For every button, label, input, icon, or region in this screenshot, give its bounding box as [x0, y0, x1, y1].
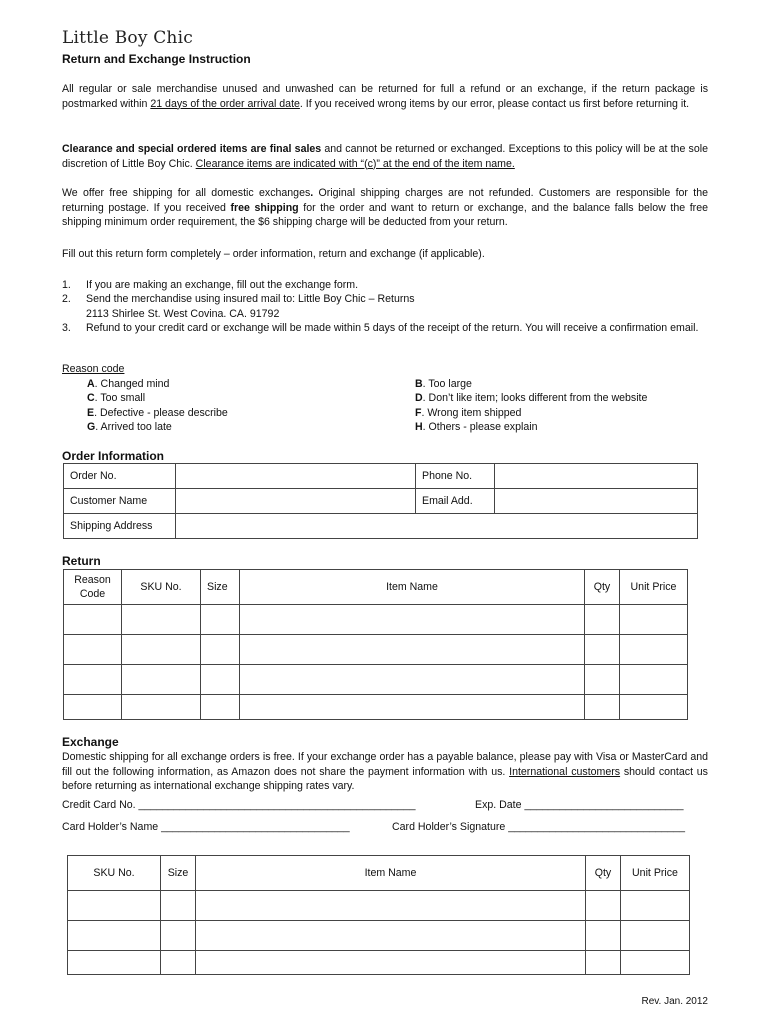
credit-card-row [62, 799, 415, 811]
reason-code-item: E. Defective - please describe [87, 406, 228, 419]
table-row [64, 605, 688, 635]
table-row [64, 695, 688, 720]
shipping-address-field[interactable] [176, 514, 698, 539]
page-title: Return and Exchange Instruction [62, 52, 251, 66]
card-holder-name-field[interactable]: ________________________________ [161, 821, 350, 833]
customer-name-field[interactable] [176, 489, 416, 514]
reason-code-title: Reason code [62, 363, 125, 375]
exchange-paragraph: Domestic shipping for all exchange orders is free. If your exchange order has a payable balance, please pay with Visa or MasterCard and fill out the following information, as Amazon does not share the payment information with us. International customers should contact us before returning as international exchange shipping rates vary. [62, 751, 708, 792]
reason-codes-left [87, 377, 228, 435]
col-unit-price: Unit Price [620, 570, 688, 605]
order-no-label: Order No. [64, 464, 176, 489]
reason-code-item: F. Wrong item shipped [415, 406, 522, 419]
phone-no-label: Phone No. [416, 464, 495, 489]
step-item: 1. If you are making an exchange, fill out the exchange form. [62, 279, 359, 291]
card-holder-row [62, 821, 350, 833]
step-item: 3. Refund to your credit card or exchange will be made within 5 days of the receipt of the return. You will receive a confirmation email. [62, 321, 699, 334]
reason-code-item: G. Arrived too late [87, 421, 172, 434]
credit-card-label: Credit Card No. [62, 799, 136, 811]
col-item-name: Item Name [240, 570, 585, 605]
exp-date-field[interactable]: ___________________________ [524, 799, 684, 811]
phone-no-field[interactable] [495, 464, 698, 489]
exp-date-label: Exp. Date [475, 799, 522, 811]
customer-name-label: Customer Name [64, 489, 176, 514]
signature-label: Card Holder’s Signature [392, 821, 506, 833]
reason-code-item: H. Others - please explain [415, 421, 538, 434]
exp-date-row [475, 799, 684, 811]
email-label: Email Add. [416, 489, 495, 514]
col-sku: SKU No. [122, 570, 201, 605]
order-no-field[interactable] [176, 464, 416, 489]
return-table [63, 569, 688, 720]
signature-field[interactable]: ______________________________ [508, 821, 685, 833]
reason-code-item: A. Changed mind [87, 378, 170, 390]
policy-paragraph-fill-form: Fill out this return form completely – order information, return and exchange (if applicable). [62, 248, 485, 260]
reason-code-item: D. Don’t like item; looks different from the website [415, 392, 648, 405]
brand-logo: Little Boy Chic [62, 28, 193, 48]
card-holder-name-label: Card Holder’s Name [62, 821, 159, 833]
table-row [68, 891, 690, 921]
credit-card-field[interactable]: _______________________________________________ [138, 799, 416, 811]
col-size: Size [201, 570, 240, 605]
col-reason-code: Reason Code [64, 570, 122, 605]
order-information-table [63, 463, 698, 539]
policy-paragraph-return-window: All regular or sale merchandise unused and unwashed can be returned for full a refund or an exchange, if the return package is postmarked within 21 days of the order arrival date. If you received wrong items by our error, please contact us first before returning it. [62, 83, 708, 110]
col-sku: SKU No. [68, 856, 161, 891]
col-size: Size [161, 856, 196, 891]
reason-code-item: C. Too small [87, 392, 146, 405]
exchange-heading: Exchange [62, 735, 119, 749]
return-heading: Return [62, 554, 101, 568]
instruction-steps [62, 278, 708, 335]
email-field[interactable] [495, 489, 698, 514]
reason-codes-right [415, 377, 647, 435]
step-item: 2. Send the merchandise using insured mail to: Little Boy Chic – Returns 2113 Shirlee St. West Covina. CA. 91792 [62, 293, 415, 320]
policy-paragraph-shipping: We offer free shipping for all domestic exchanges. Original shipping charges are not refunded. Customers are responsible for the returning postage. If you received free shipping for the order and want to return or exchange, and the balance falls below the free shipping minimum order requirement, the $6 shipping charge will be deducted from your return. [62, 187, 708, 228]
order-information-heading: Order Information [62, 449, 165, 463]
col-item-name: Item Name [196, 856, 586, 891]
signature-row [392, 821, 685, 833]
col-qty: Qty [586, 856, 621, 891]
revision-note: Rev. Jan. 2012 [641, 996, 708, 1007]
policy-paragraph-final-sales: Clearance and special ordered items are final sales and cannot be returned or exchanged. Exceptions to this policy will be at the sole discretion of Little Boy Chic. Clearance items are indicated with “(c)” at the end of the item name. [62, 143, 708, 170]
exchange-table [67, 855, 690, 975]
table-row [64, 635, 688, 665]
col-unit-price: Unit Price [621, 856, 690, 891]
shipping-address-label: Shipping Address [64, 514, 176, 539]
col-qty: Qty [585, 570, 620, 605]
table-row [64, 665, 688, 695]
reason-code-item: B. Too large [415, 378, 472, 390]
table-row [68, 921, 690, 951]
table-row [68, 951, 690, 975]
